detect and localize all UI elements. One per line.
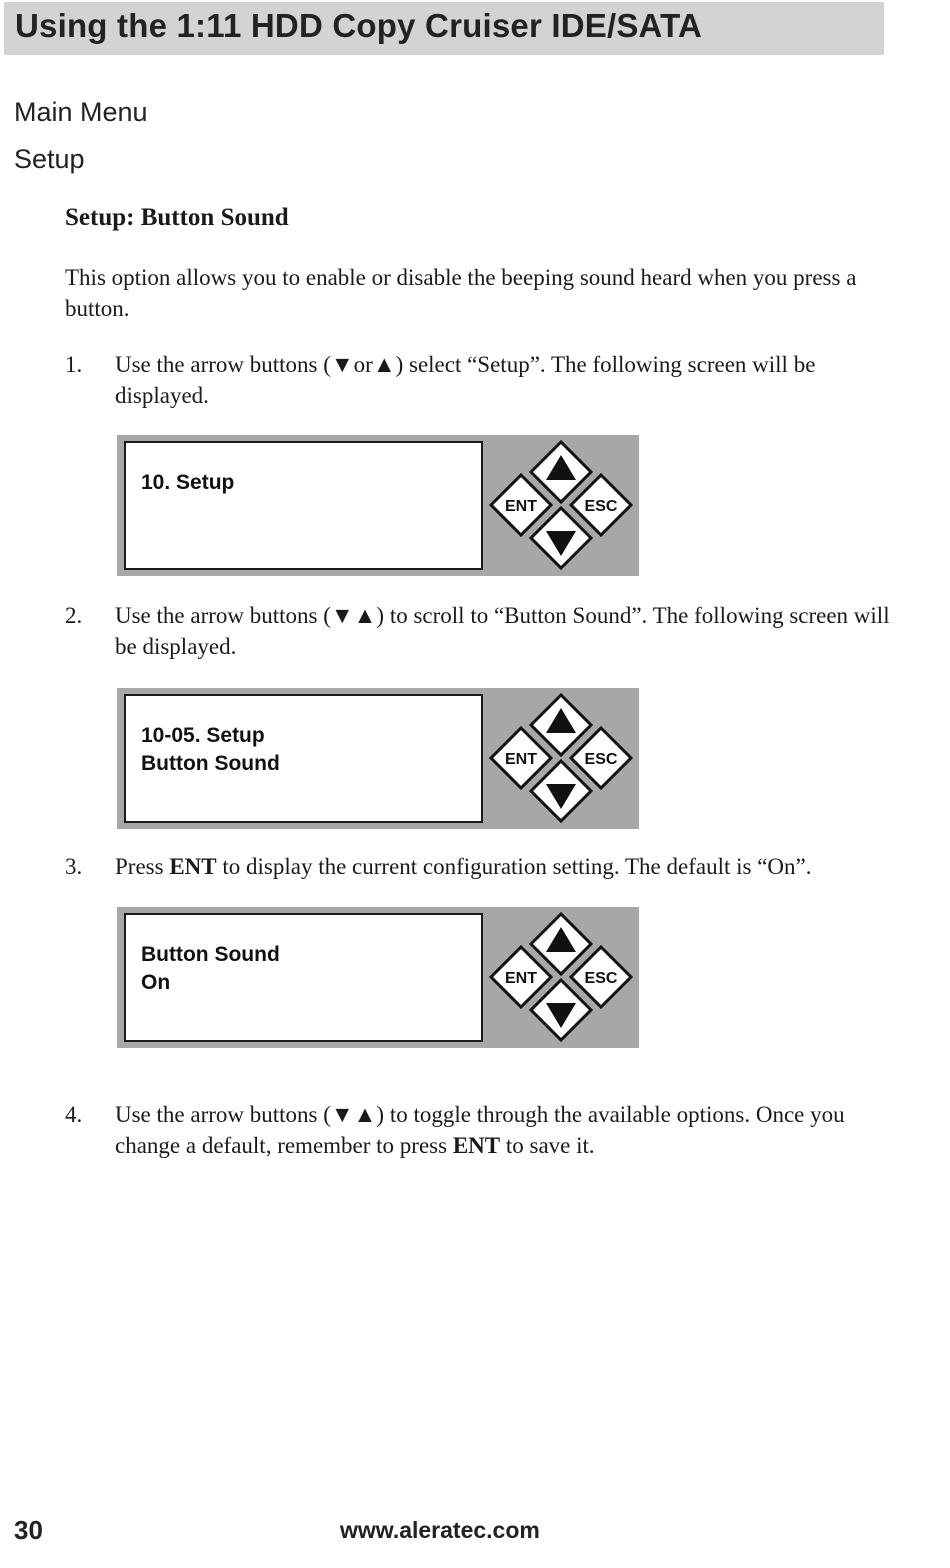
step-text-post: to save it. xyxy=(500,1133,595,1158)
keypad xyxy=(487,435,639,576)
lcd-screen xyxy=(124,694,483,823)
step-number: 4. xyxy=(65,1102,83,1127)
section-heading-main-menu: Main Menu xyxy=(14,97,148,127)
keypad xyxy=(487,907,639,1048)
step-text: Use the arrow buttons (▼or▲) select “Setup”. The following screen will be displayed. xyxy=(115,352,816,408)
lcd-panel-1 xyxy=(117,435,639,576)
step-text-pre: Press xyxy=(115,854,170,879)
step-text: Use the arrow buttons (▼▲) to scroll to “Button Sound”. The following screen will be displayed. xyxy=(115,603,890,659)
ent-label: ENT xyxy=(505,970,537,987)
footer-url: www.aleratec.com xyxy=(340,1517,540,1543)
lcd-line-1: 10. Setup xyxy=(141,471,235,494)
lcd-line-1: 10-05. Setup xyxy=(141,724,265,747)
lcd-line-2: On xyxy=(141,971,171,994)
step-text xyxy=(115,851,895,882)
ent-label: ENT xyxy=(505,751,537,768)
lcd-panel-2 xyxy=(117,688,639,829)
ent-label: ENT xyxy=(505,498,537,515)
lcd-panel-3 xyxy=(117,907,639,1048)
section-heading-setup: Setup xyxy=(14,144,85,174)
ent-key-ref: ENT xyxy=(169,854,217,879)
step-number: 3. xyxy=(65,854,83,879)
lcd-screen xyxy=(124,913,483,1042)
step-text-post: to display the current configuration setting. The default is “On”. xyxy=(216,854,812,879)
header-bar xyxy=(4,2,884,55)
esc-label: ESC xyxy=(584,751,618,768)
step-text-pre: Use the arrow buttons (▼▲) to toggle through the available options. Once you change a default, remember to press xyxy=(115,1102,845,1158)
lcd-line-1: Button Sound xyxy=(141,943,280,966)
intro-paragraph: This option allows you to enable or disable the beeping sound heard when you press a button. xyxy=(65,265,857,321)
lcd-line-2: Button Sound xyxy=(141,752,280,775)
keypad xyxy=(487,688,639,829)
esc-label: ESC xyxy=(584,498,618,515)
lcd-screen xyxy=(124,441,483,570)
step-number: 1. xyxy=(65,352,83,377)
step-text xyxy=(115,1099,895,1161)
ent-key-ref: ENT xyxy=(452,1133,501,1158)
page-title: Using the 1:11 HDD Copy Cruiser IDE/SATA xyxy=(15,7,703,44)
subheading-button-sound: Setup: Button Sound xyxy=(65,204,289,231)
page-number: 30 xyxy=(14,1515,43,1545)
step-number: 2. xyxy=(65,603,83,628)
esc-label: ESC xyxy=(584,970,618,987)
